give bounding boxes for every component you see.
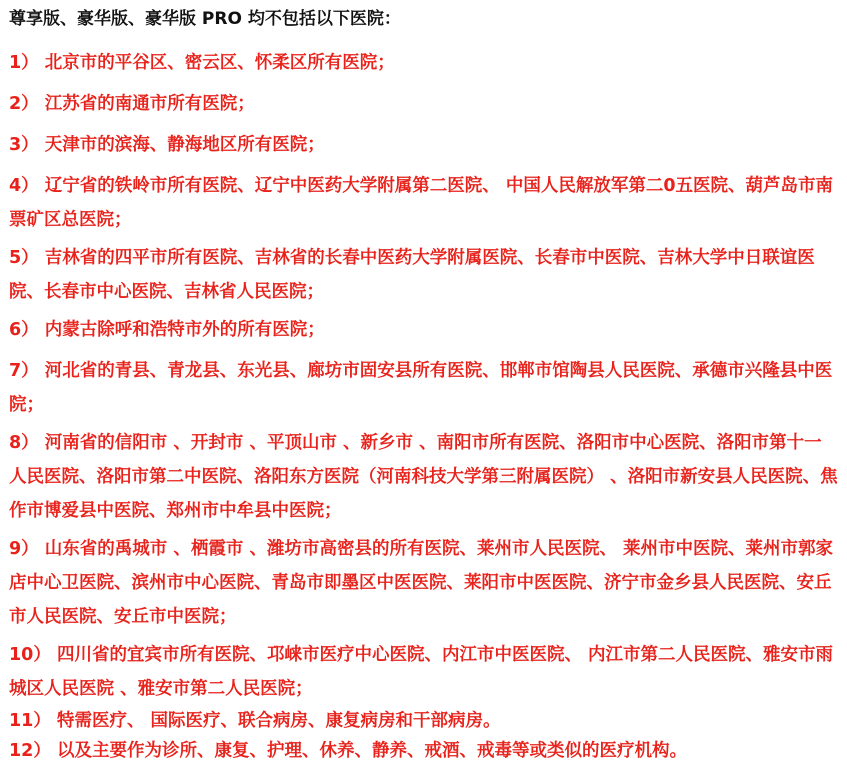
list-item: 9） 山东省的禹城市 、栖霞市 、潍坊市高密县的所有医院、莱州市人民医院、 莱州市中医院、莱州市郭家店中心卫医院、滨州市中心医院、青岛市即墨区中医医院、莱阳市中医医院、济宁市金乡县人民医院、安丘市人民医院、安丘市中医院； [9, 539, 834, 627]
list-item: 12） 以及主要作为诊所、康复、护理、休养、静养、戒酒、戒毒等或类似的医疗机构。 [9, 741, 687, 761]
list-item: 4） 辽宁省的铁岭市所有医院、辽宁中医药大学附属第二医院、 中国人民解放军第二0五医院、葫芦岛市南票矿区总医院； [9, 176, 834, 230]
list-item: 11） 特需医疗、 国际医疗、联合病房、康复病房和干部病房。 [9, 711, 501, 731]
list-item: 10） 四川省的宜宾市所有医院、邛崃市医疗中心医院、内江市中医医院、 内江市第二人民医院、雅安市雨城区人民医院 、雅安市第二人民医院； [9, 645, 834, 699]
list-item: 3） 天津市的滨海、静海地区所有医院； [9, 135, 325, 155]
document [9, 6, 839, 766]
list-item: 1） 北京市的平谷区、密云区、怀柔区所有医院； [9, 53, 395, 73]
list-item: 7） 河北省的青县、青龙县、东光县、廊坊市固安县所有医院、邯郸市馆陶县人民医院、承德市兴隆县中医院； [9, 361, 833, 415]
list-item: 8） 河南省的信阳市 、开封市 、平顶山市 、新乡市 、南阳市所有医院、洛阳市中心医院、洛阳市第十一人民医院、洛阳市第二中医院、洛阳东方医院（河南科技大学第三附属医院） 、洛阳市新安县人民医院、焦作市博爱县中医院、郑州市中牟县中医院； [9, 433, 838, 521]
list-item: 6） 内蒙古除呼和浩特市外的所有医院； [9, 320, 325, 340]
list-item: 5） 吉林省的四平市所有医院、吉林省的长春中医药大学附属医院、长春市中医院、吉林大学中日联谊医院、长春市中心医院、吉林省人民医院； [9, 248, 815, 302]
document-heading: 尊享版、豪华版、豪华版 PRO 均不包括以下医院： [9, 9, 401, 29]
list-item: 2） 江苏省的南通市所有医院； [9, 94, 255, 114]
